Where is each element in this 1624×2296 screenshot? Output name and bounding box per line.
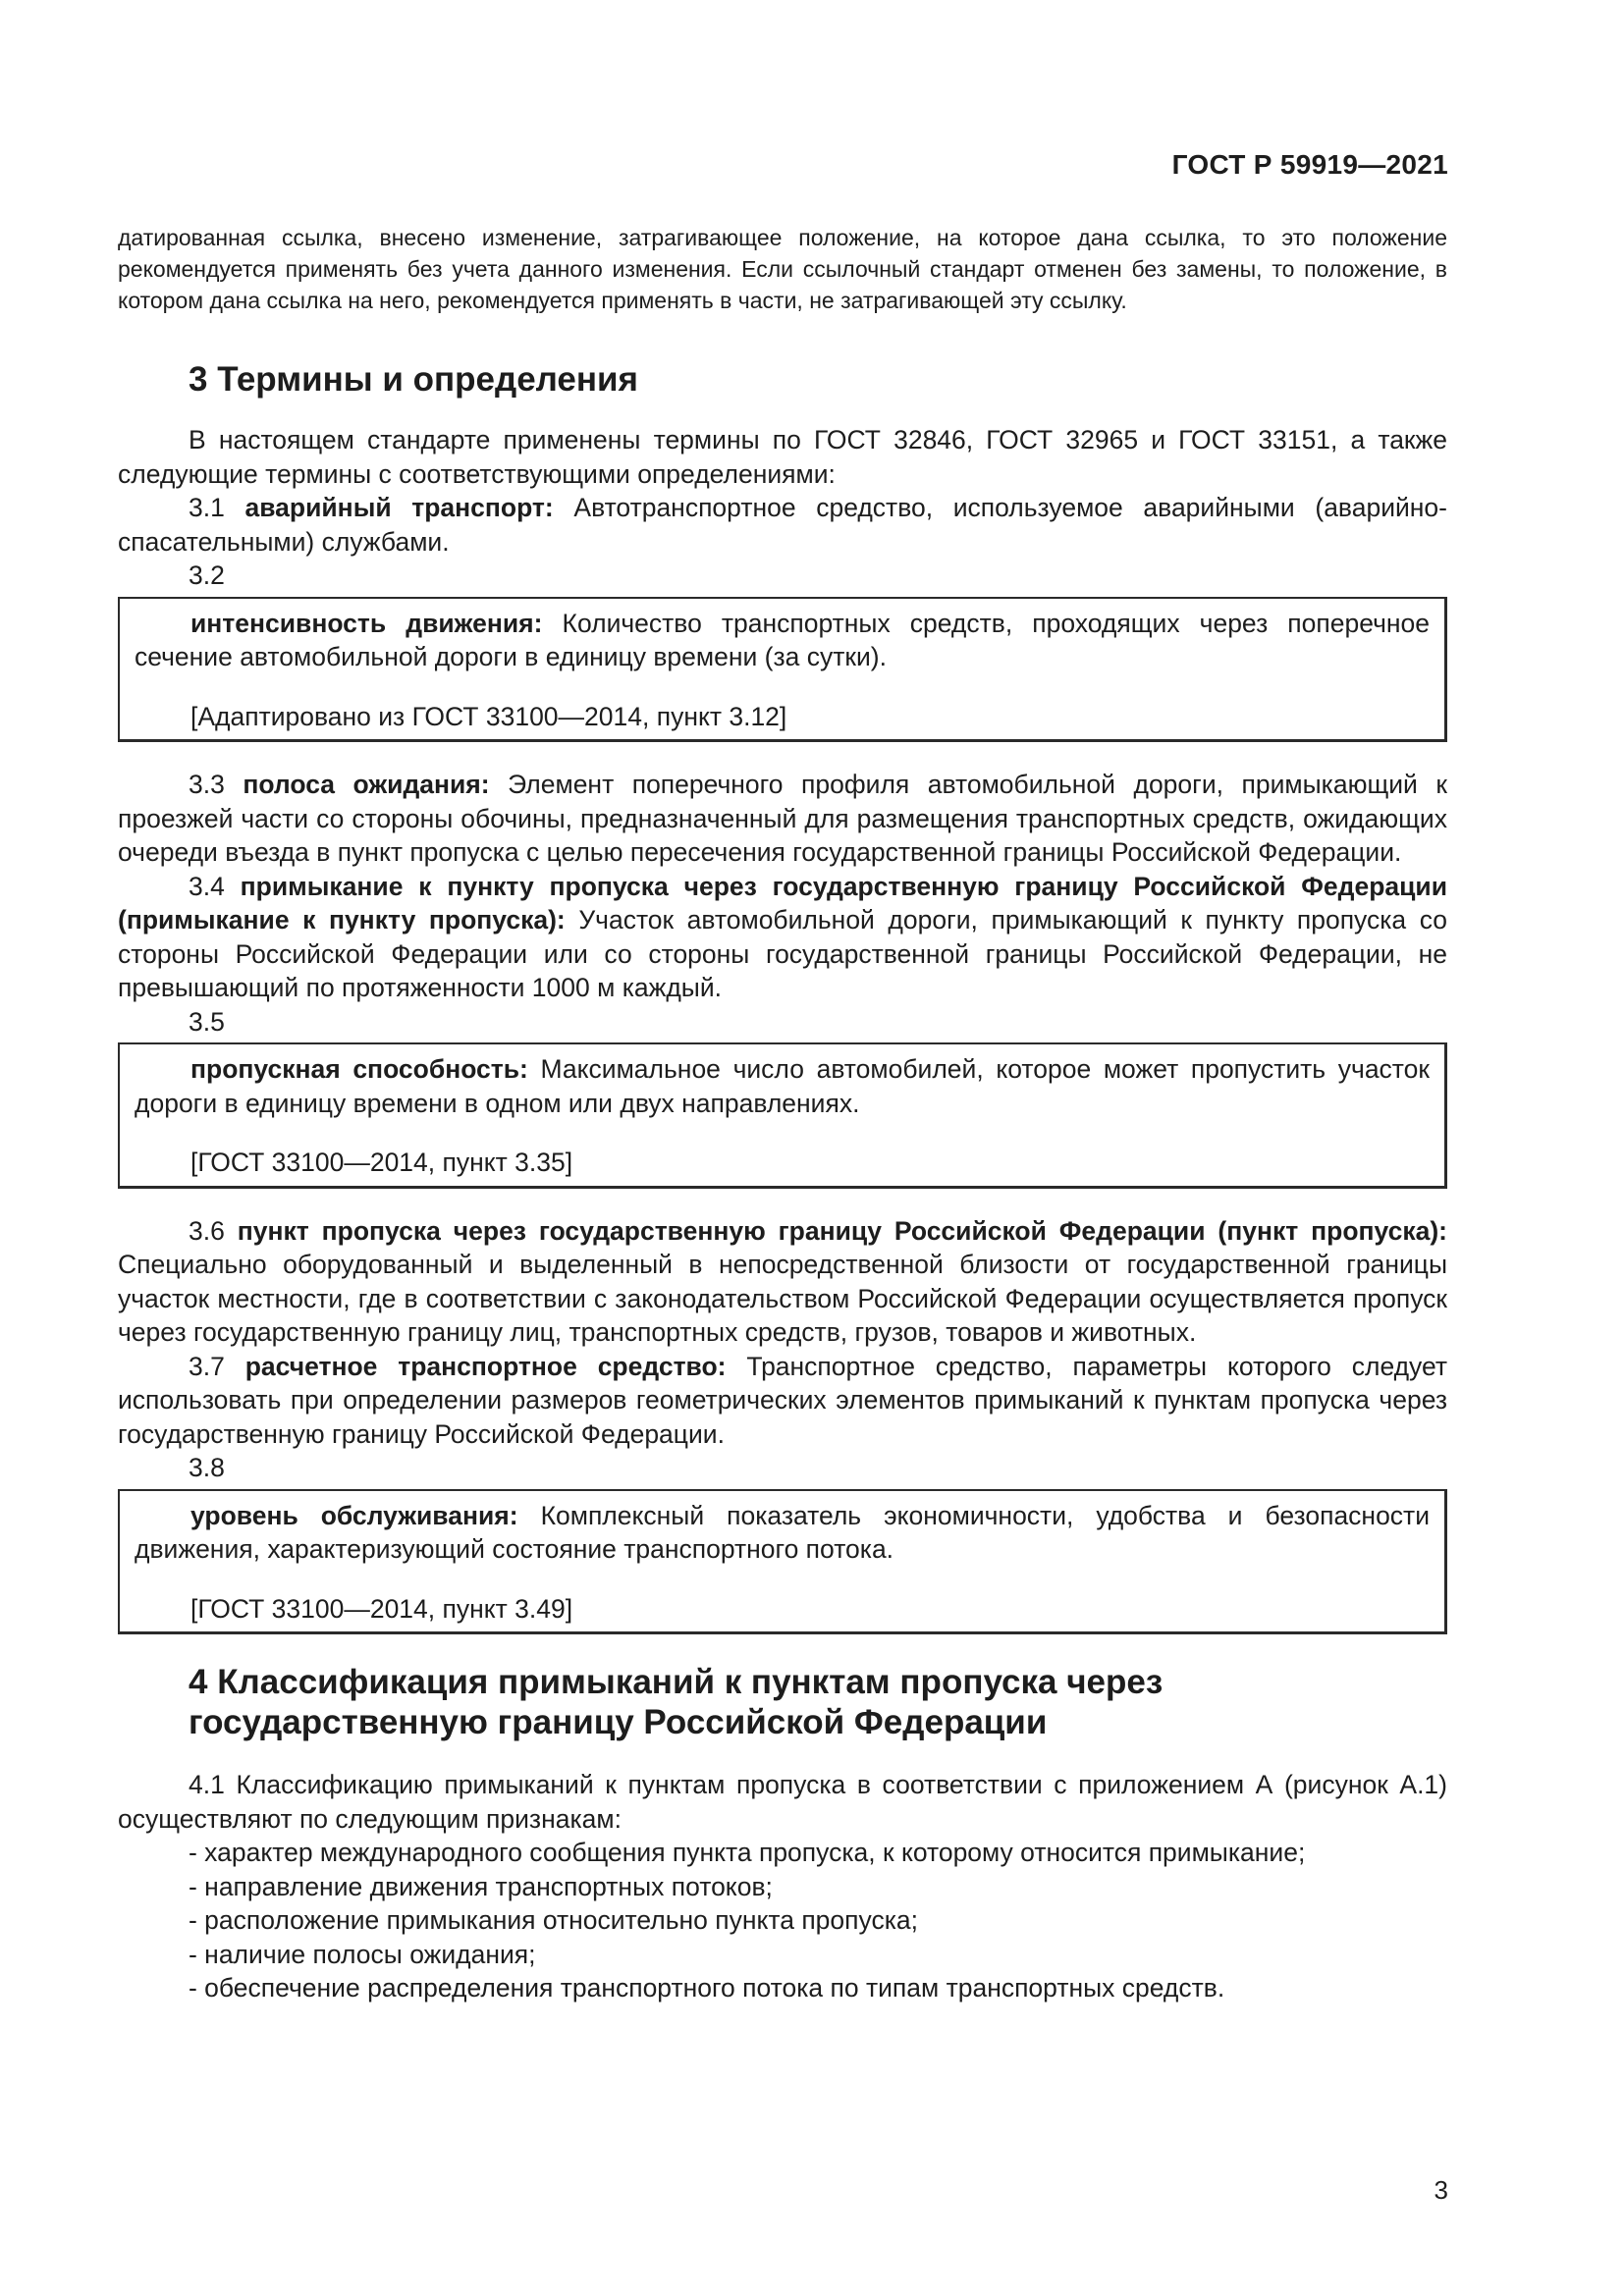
term-3-8-box	[118, 1489, 1447, 1635]
term-name: примыкание к пункту пропуска через государственную границу Российской Федерации (примыкание к пункту пропуска):	[118, 871, 1447, 934]
term-name: расчетное транспортное средство:	[244, 1351, 727, 1381]
term-source: [Адаптировано из ГОСТ 33100—2014, пункт 3.12]	[190, 701, 787, 731]
term-name: пропускная способность:	[190, 1054, 528, 1084]
term-number: 3.3	[189, 770, 225, 799]
term-definition: Элемент поперечного профиля автомобильной дороги, примыкающий к проезжей части со стороны обочины, предназначенный для размещения транспортных средств, ожидающих очереди въезда в пункт пропуска с целью пересечения государственной границы Российской Федерации.	[118, 770, 1447, 867]
section-3-heading: 3 Термины и определения	[189, 360, 638, 399]
list-item: - направление движения транспортных потоков;	[189, 1871, 773, 1901]
term-definition: Количество транспортных средств, проходящих через поперечное сечение автомобильной дороги в единицу времени (за сутки).	[135, 608, 1431, 671]
term-definition: Комплексный показатель экономичности, удобства и безопасности движения, характеризующий состояние транспортного потока.	[135, 1500, 1430, 1564]
term-source: [ГОСТ 33100—2014, пункт 3.35]	[190, 1148, 573, 1177]
term-definition: Участок автомобильной дороги, примыкающий к пункту пропуска со стороны Российской Федерации или со стороны государственной границы Российской Федерации, не превышающий по протяженности 1000 м каждый.	[118, 905, 1447, 1002]
term-3-5-number: 3.5	[189, 1006, 225, 1037]
list-item: - характер международного сообщения пункта пропуска, к которому относится примыкание;	[189, 1838, 1306, 1867]
term-3-5-box	[118, 1042, 1447, 1189]
term-3-5	[135, 1052, 1430, 1120]
document-header: ГОСТ Р 59919—2021	[1171, 149, 1448, 180]
list-item: - обеспечение распределения транспортного потока по типам транспортных средств.	[189, 1973, 1225, 2002]
term-3-8-number: 3.8	[189, 1453, 225, 1482]
term-3-2	[135, 607, 1430, 674]
term-definition: Транспортное средство, параметры которого следует использовать при определении размеров геометрических элементов примыканий к пунктам пропуска через государственную границу Российской Федерации.	[118, 1351, 1448, 1449]
page-number: 3	[1434, 2175, 1448, 2205]
term-3-1	[118, 491, 1447, 559]
term-name: пункт пропуска через государственную границу Российской Федерации (пункт пропуска):	[237, 1215, 1447, 1246]
term-number: 3.7	[189, 1351, 225, 1381]
term-name: уровень обслуживания:	[190, 1500, 518, 1530]
term-3-2-box	[118, 597, 1447, 743]
clause-4-1: 4.1 Классификацию примыканий к пунктам пропуска в соответствии с приложением А (рисунок А.1) осуществляют по следующим признакам:	[118, 1770, 1447, 1834]
term-3-2-number: 3.2	[189, 561, 225, 590]
document-body	[118, 222, 1447, 2005]
term-number: 3.4	[189, 871, 225, 901]
list-item: - расположение примыкания относительно пункта пропуска;	[189, 1905, 918, 1935]
classification-list	[118, 1836, 1447, 2005]
section-4-heading: 4 Классификация примыканий к пунктам пропуска через государственную границу Российской Федерации	[189, 1663, 1164, 1741]
term-definition: Специально оборудованный и выделенный в непосредственной близости от государственной границы участок местности, где в соответствии с законодательством Российской Федерации осуществляется пропуск через государственную границу лиц, транспортных средств, грузов, товаров и животных.	[118, 1250, 1447, 1347]
term-3-6	[118, 1214, 1447, 1350]
term-3-3	[118, 768, 1447, 870]
term-source: [ГОСТ 33100—2014, пункт 3.49]	[190, 1593, 573, 1624]
term-definition: Максимальное число автомобилей, которое может пропустить участок дороги в единицу времени в одном или двух направлениях.	[135, 1054, 1430, 1118]
intro-paragraph: датированная ссылка, внесено изменение, затрагивающее положение, на которое дана ссылка, то это положение рекомендуется применять без учета данного изменения. Если ссылочный стандарт отменен без замены, то положение, в котором дана ссылка на него, рекомендуется применять в части, не затрагивающей эту ссылку.	[118, 225, 1447, 313]
term-number: 3.6	[189, 1215, 225, 1246]
term-3-4	[118, 870, 1447, 1005]
intro-paragraph-block	[118, 222, 1447, 316]
term-number: 3.1	[189, 493, 225, 522]
term-name: аварийный транспорт:	[244, 493, 554, 522]
term-name: полоса ожидания:	[243, 770, 490, 799]
section-3-lead: В настоящем стандарте применены термины по ГОСТ 32846, ГОСТ 32965 и ГОСТ 33151, а также следующие термины с соответствующими определениями:	[118, 425, 1447, 489]
list-item: - наличие полосы ожидания;	[189, 1939, 536, 1969]
term-3-8	[135, 1499, 1430, 1567]
term-name: интенсивность движения:	[190, 608, 543, 638]
term-definition: Автотранспортное средство, используемое аварийными (аварийно-спасательными) службами.	[118, 493, 1447, 557]
term-3-7	[118, 1350, 1447, 1452]
